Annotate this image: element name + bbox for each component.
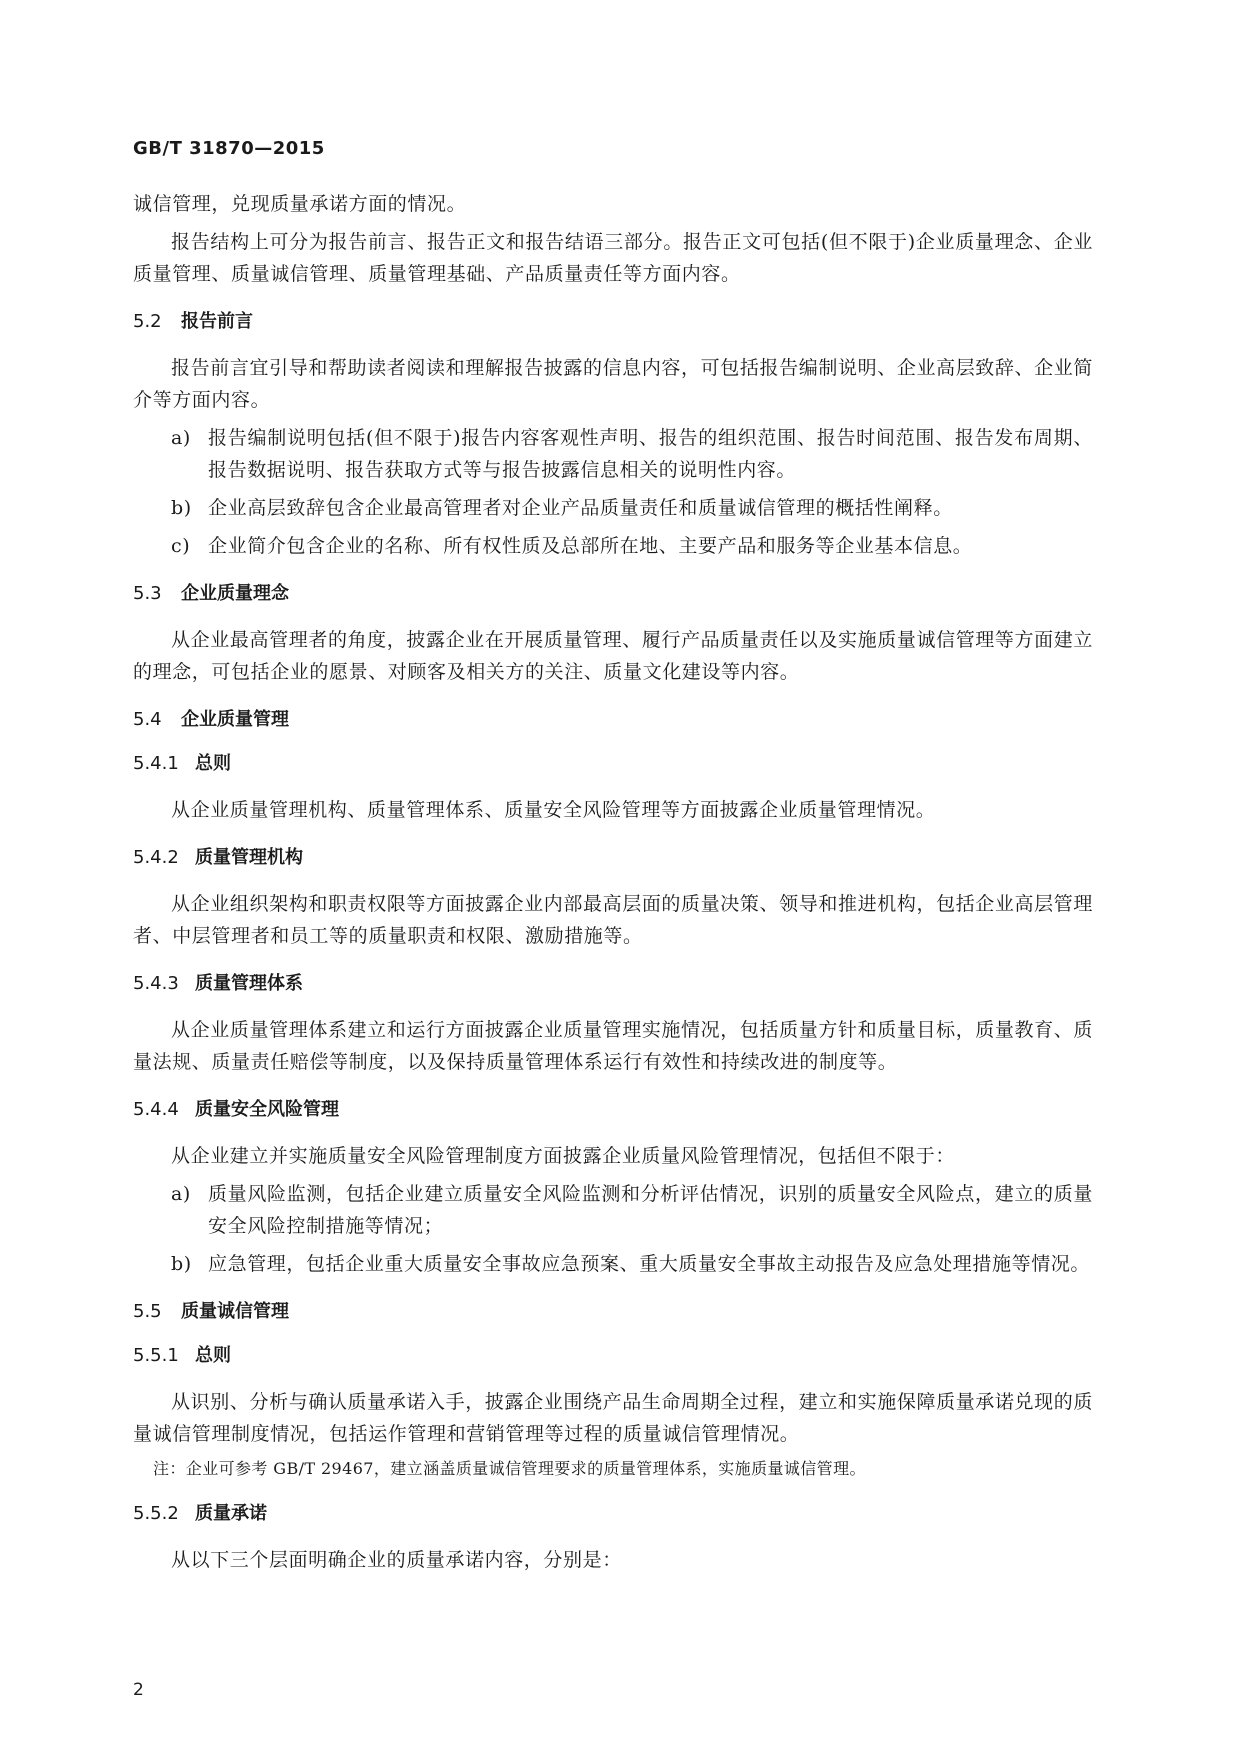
section-heading-5-2: 5.2 报告前言 [133, 311, 253, 332]
paragraph: 从企业建立并实施质量安全风险管理制度方面披露企业质量风险管理情况，包括但不限于： [171, 1145, 956, 1167]
list-item: a) 质量风险监测，包括企业建立质量安全风险监测和分析评估情况，识别的质量安全风险点，建立的质量安全风险控制措施等情况； [171, 1183, 1093, 1237]
paragraph: 从企业最高管理者的角度，披露企业在开展质量管理、履行产品质量责任以及实施质量诚信管理等方面建立的理念，可包括企业的愿景、对顾客及相关方的关注、质量文化建设等内容。 [133, 629, 1093, 683]
document-body [133, 188, 1093, 1582]
section-heading-5-5-1: 5.5.1 总则 [133, 1345, 231, 1366]
paragraph: 诚信管理，兑现质量承诺方面的情况。 [133, 193, 467, 215]
list-item: a) 报告编制说明包括(但不限于)报告内容客观性声明、报告的组织范围、报告时间范围、报告发布周期、报告数据说明、报告获取方式等与报告披露信息相关的说明性内容。 [171, 427, 1093, 481]
section-heading-5-4-2: 5.4.2 质量管理机构 [133, 847, 303, 868]
list-item: b) 企业高层致辞包含企业最高管理者对企业产品质量责任和质量诚信管理的概括性阐释。 [171, 497, 953, 519]
paragraph: 从企业质量管理体系建立和运行方面披露企业质量管理实施情况，包括质量方针和质量目标，质量教育、质量法规、质量责任赔偿等制度，以及保持质量管理体系运行有效性和持续改进的制度等。 [133, 1019, 1093, 1073]
page-number: 2 [133, 1680, 144, 1700]
list-item: b) 应急管理，包括企业重大质量安全事故应急预案、重大质量安全事故主动报告及应急处理措施等情况。 [171, 1253, 1091, 1275]
standard-code-header: GB/T 31870—2015 [133, 138, 325, 159]
section-heading-5-3: 5.3 企业质量理念 [133, 583, 289, 604]
paragraph: 从识别、分析与确认质量承诺入手，披露企业围绕产品生命周期全过程，建立和实施保障质量承诺兑现的质量诚信管理制度情况，包括运作管理和营销管理等过程的质量诚信管理情况。 [133, 1391, 1093, 1445]
paragraph: 报告前言宜引导和帮助读者阅读和理解报告披露的信息内容，可包括报告编制说明、企业高层致辞、企业简介等方面内容。 [133, 357, 1093, 411]
section-heading-5-4-1: 5.4.1 总则 [133, 753, 231, 774]
section-heading-5-4-3: 5.4.3 质量管理体系 [133, 973, 303, 994]
paragraph: 从企业组织架构和职责权限等方面披露企业内部最高层面的质量决策、领导和推进机构，包括企业高层管理者、中层管理者和员工等的质量职责和权限、激励措施等。 [133, 893, 1093, 947]
section-heading-5-4: 5.4 企业质量管理 [133, 709, 289, 730]
section-heading-5-5: 5.5 质量诚信管理 [133, 1301, 289, 1322]
section-heading-5-4-4: 5.4.4 质量安全风险管理 [133, 1099, 339, 1120]
list-item: c) 企业简介包含企业的名称、所有权性质及总部所在地、主要产品和服务等企业基本信息。 [171, 535, 973, 557]
note: 注：企业可参考 GB/T 29467，建立涵盖质量诚信管理要求的质量管理体系，实施质量诚信管理。 [153, 1459, 866, 1478]
paragraph: 报告结构上可分为报告前言、报告正文和报告结语三部分。报告正文可包括(但不限于)企业质量理念、企业质量管理、质量诚信管理、质量管理基础、产品质量责任等方面内容。 [133, 231, 1093, 285]
paragraph: 从以下三个层面明确企业的质量承诺内容，分别是： [171, 1549, 622, 1571]
section-heading-5-5-2: 5.5.2 质量承诺 [133, 1503, 267, 1524]
paragraph: 从企业质量管理机构、质量管理体系、质量安全风险管理等方面披露企业质量管理情况。 [171, 799, 936, 821]
